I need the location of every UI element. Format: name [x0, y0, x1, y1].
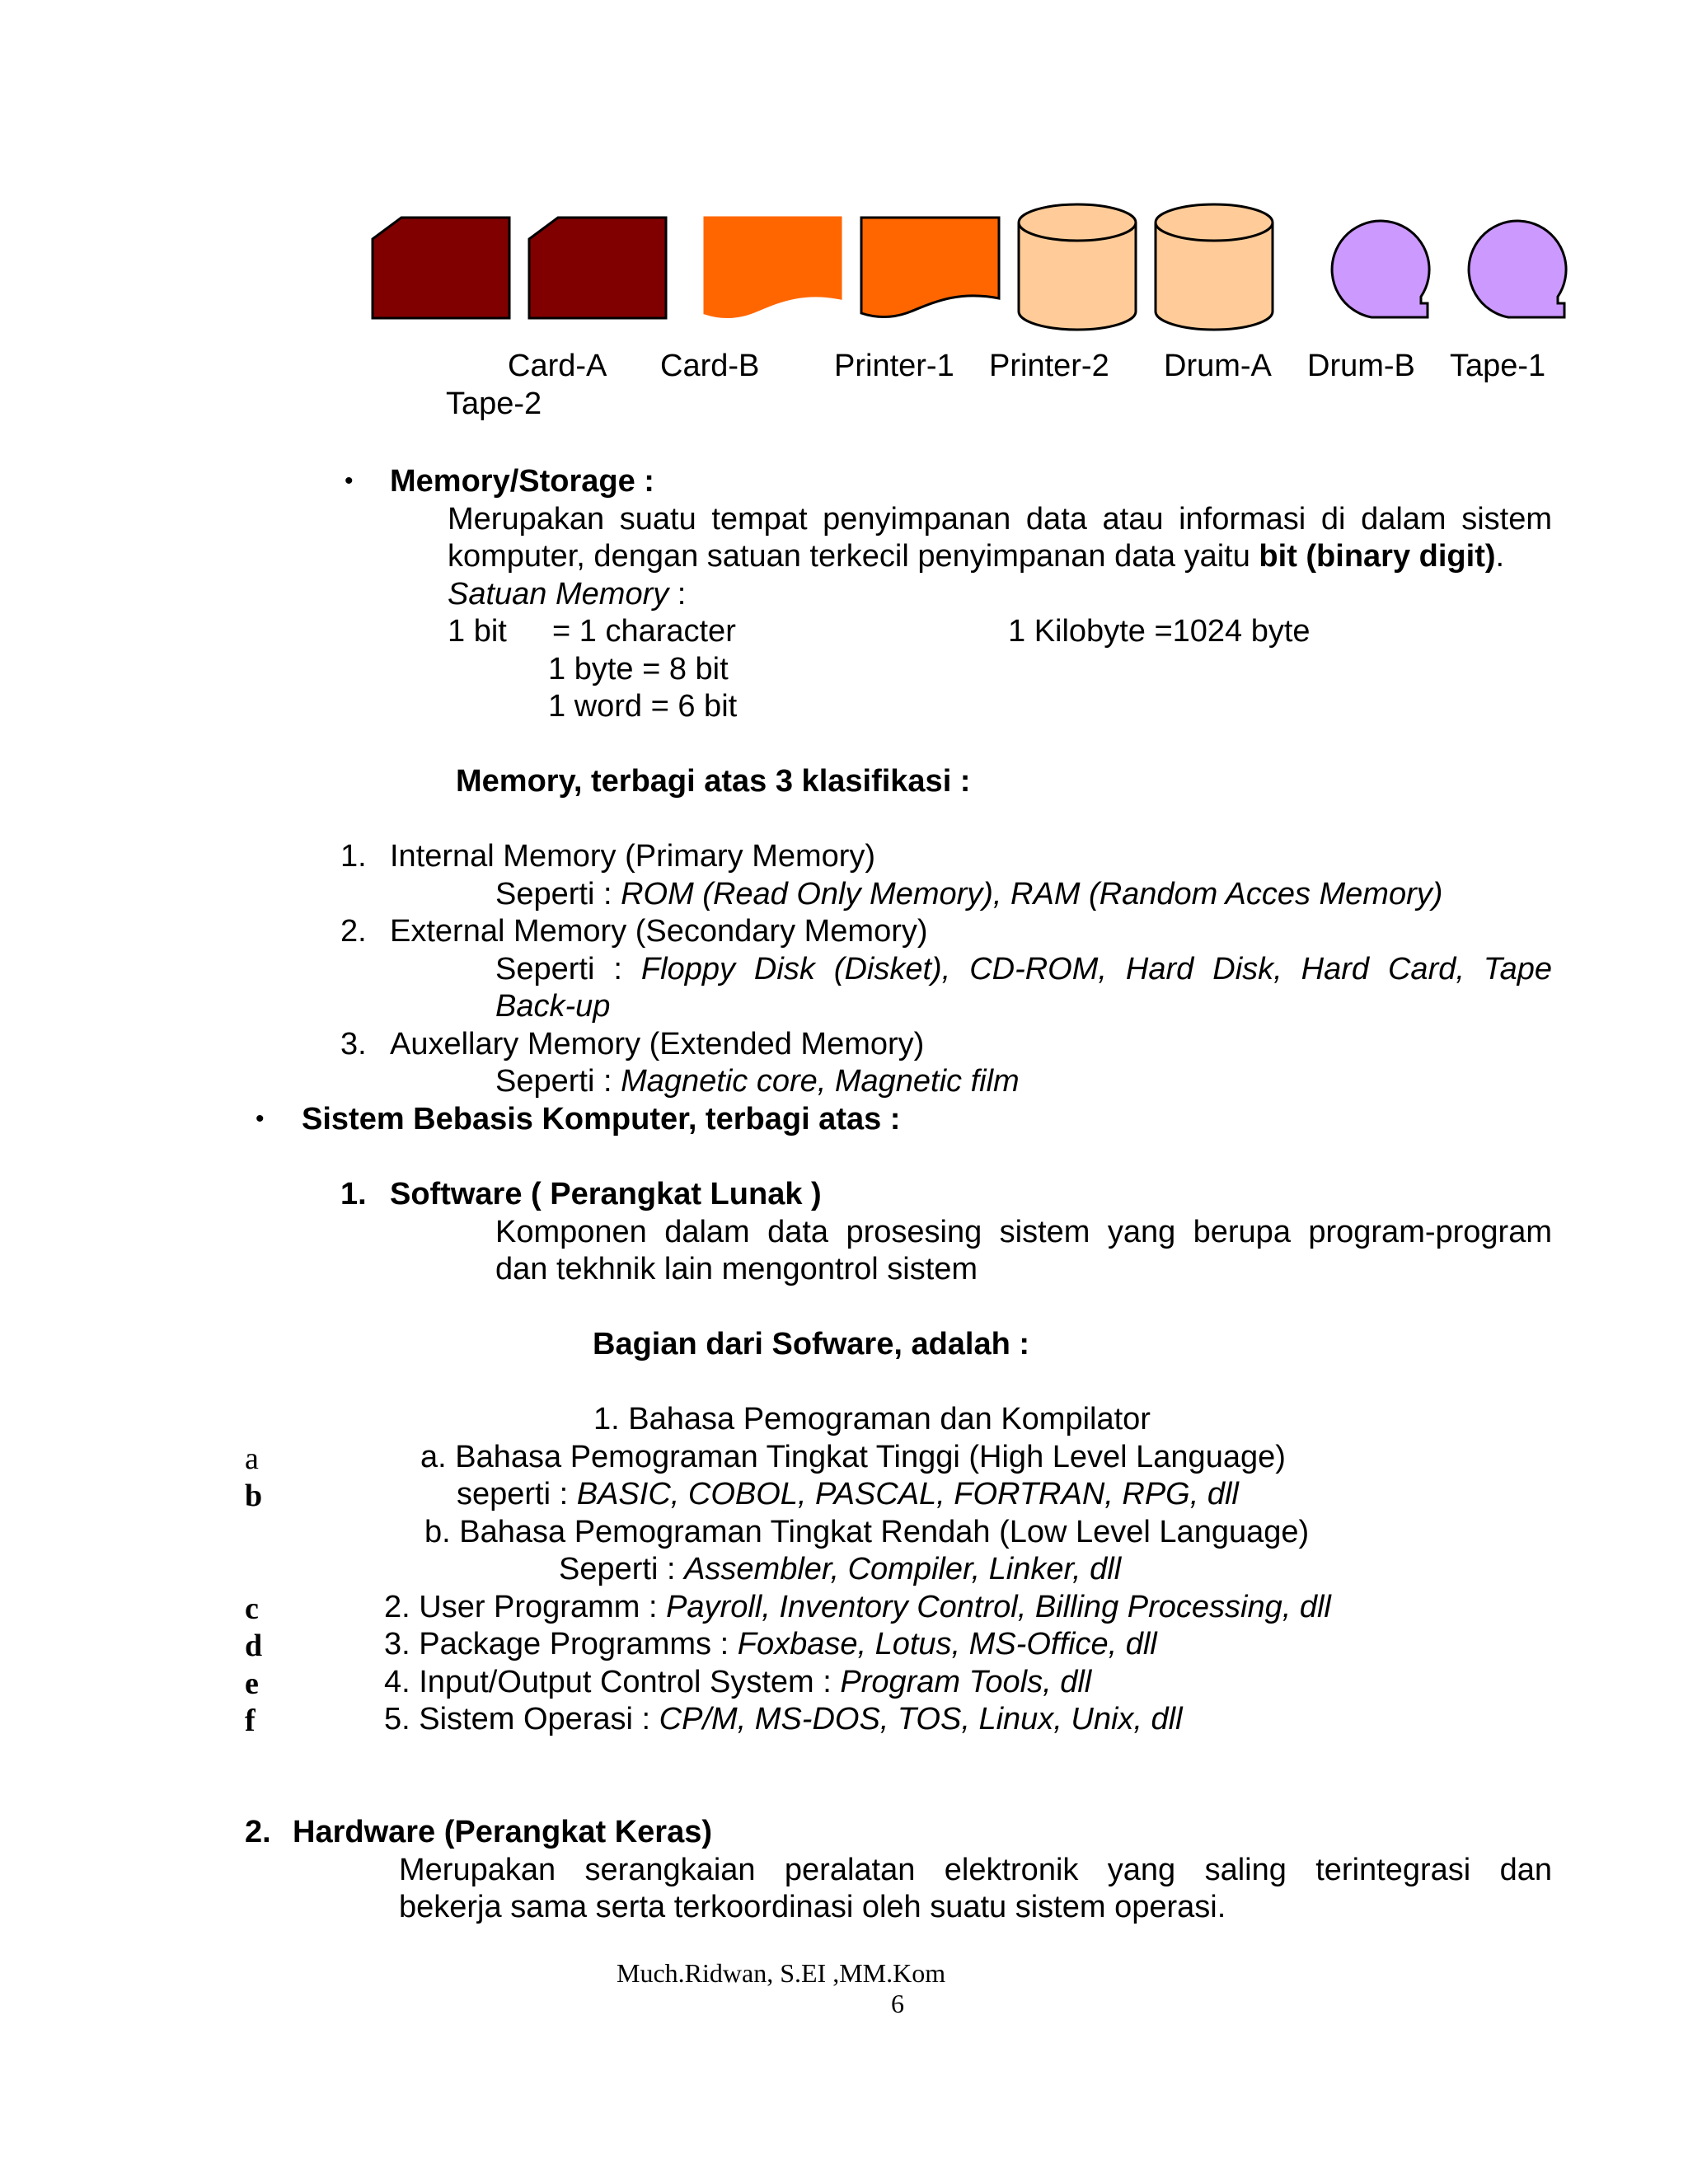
software-high-level-examples: seperti : BASIC, COBOL, PASCAL, FORTRAN, RPG, dll [457, 1477, 1239, 1511]
bullet: • [256, 1105, 265, 1132]
page-number: 6 [891, 1989, 904, 2018]
software-item-4: 4. Input/Output Control System : Program Tools, dll [384, 1665, 1092, 1699]
memory-desc-line-1: Merupakan suatu tempat penyimpanan data atau informasi di dalam sistem [448, 502, 1552, 537]
label-card-a: Card-A [508, 349, 607, 383]
margin-letter-c: c [245, 1591, 259, 1626]
software-item-3: 3. Package Programms : Foxbase, Lotus, MS-Office, dll [384, 1627, 1157, 1661]
software-high-level: a. Bahasa Pemograman Tingkat Tinggi (High Level Language) [420, 1440, 1286, 1474]
software-lang-title: 1. Bahasa Pemograman dan Kompilator [593, 1402, 1151, 1436]
memory-item-3-num: 3. [340, 1027, 367, 1062]
memory-item-2-examples: Seperti : Floppy Disk (Disket), CD-ROM, Hard Disk, Hard Card, Tape [495, 952, 1553, 987]
memory-item-2-examples-cont: Back-up [495, 989, 611, 1024]
card-a-symbol [373, 218, 509, 318]
printer-2-symbol [861, 218, 999, 317]
unit-bit: 1 bit [448, 614, 507, 649]
memory-item-1-name: Internal Memory (Primary Memory) [390, 839, 876, 874]
label-card-b: Card-B [660, 349, 760, 383]
software-parts-title: Bagian dari Sofware, adalah : [593, 1327, 1030, 1361]
software-item-2: 2. User Programm : Payroll, Inventory Control, Billing Processing, dll [384, 1590, 1331, 1624]
memory-item-3-name: Auxellary Memory (Extended Memory) [390, 1027, 925, 1062]
label-tape-2: Tape-2 [446, 387, 542, 421]
storage-symbols [0, 0, 1688, 346]
software-low-level: b. Bahasa Pemograman Tingkat Rendah (Low Level Language) [424, 1515, 1310, 1549]
software-desc-line-2: dan tekhnik lain mengontrol sistem [495, 1252, 978, 1286]
unit-word: 1 word = 6 bit [548, 689, 738, 724]
memory-item-3-examples: Seperti : Magnetic core, Magnetic film [495, 1064, 1020, 1099]
hardware-desc-line-1: Merupakan serangkaian peralatan elektronik yang saling terintegrasi dan [399, 1853, 1552, 1887]
label-drum-b: Drum-B [1307, 349, 1415, 383]
memory-item-2-name: External Memory (Secondary Memory) [390, 914, 928, 949]
unit-bit-eq: = 1 character [552, 614, 736, 649]
label-drum-a: Drum-A [1164, 349, 1272, 383]
software-low-level-examples: Seperti : Assembler, Compiler, Linker, dll [559, 1552, 1122, 1586]
software-desc-line-1: Komponen dalam data prosesing sistem yang berupa program-program [495, 1215, 1552, 1249]
memory-item-1-num: 1. [340, 839, 367, 874]
margin-letter-a: a [245, 1441, 259, 1476]
margin-letter-f: f [245, 1704, 256, 1738]
hardware-desc-line-2: bekerja sama serta terkoordinasi oleh suatu sistem operasi. [399, 1890, 1226, 1924]
memory-desc-line-2: komputer, dengan satuan terkecil penyimpanan data yaitu bit (binary digit). [448, 539, 1505, 574]
footer-author: Much.Ridwan, S.EI ,MM.Kom [617, 1958, 946, 1988]
printer-1-symbol [705, 218, 841, 317]
units-label: Satuan Memory : [448, 577, 687, 612]
label-printer-1: Printer-1 [834, 349, 954, 383]
card-b-symbol [529, 218, 666, 318]
margin-letter-e: e [245, 1666, 259, 1701]
label-printer-2: Printer-2 [989, 349, 1109, 383]
tape-2-symbol [1469, 221, 1566, 317]
software-num: 1. [340, 1177, 367, 1212]
memory-item-2-num: 2. [340, 914, 367, 949]
memory-title: Memory/Storage : [390, 464, 654, 499]
hardware-num: 2. [245, 1815, 271, 1849]
drum-a-symbol [1019, 204, 1136, 330]
software-title: Software ( Perangkat Lunak ) [390, 1177, 822, 1212]
margin-letter-b: b [245, 1479, 263, 1513]
unit-kilobyte: 1 Kilobyte =1024 byte [1008, 614, 1311, 649]
memory-item-1-examples: Seperti : ROM (Read Only Memory), RAM (Random Acces Memory) [495, 877, 1443, 912]
unit-byte: 1 byte = 8 bit [548, 652, 729, 687]
hardware-title: Hardware (Perangkat Keras) [293, 1815, 712, 1849]
drum-b-symbol [1156, 204, 1273, 330]
memory-class-title: Memory, terbagi atas 3 klasifikasi : [456, 764, 971, 799]
bullet: • [345, 467, 354, 494]
label-tape-1: Tape-1 [1450, 349, 1546, 383]
software-item-5: 5. Sistem Operasi : CP/M, MS-DOS, TOS, Linux, Unix, dll [384, 1702, 1183, 1736]
sbk-title: Sistem Bebasis Komputer, terbagi atas : [302, 1102, 901, 1137]
margin-letter-d: d [245, 1629, 263, 1663]
tape-1-symbol [1332, 221, 1429, 317]
